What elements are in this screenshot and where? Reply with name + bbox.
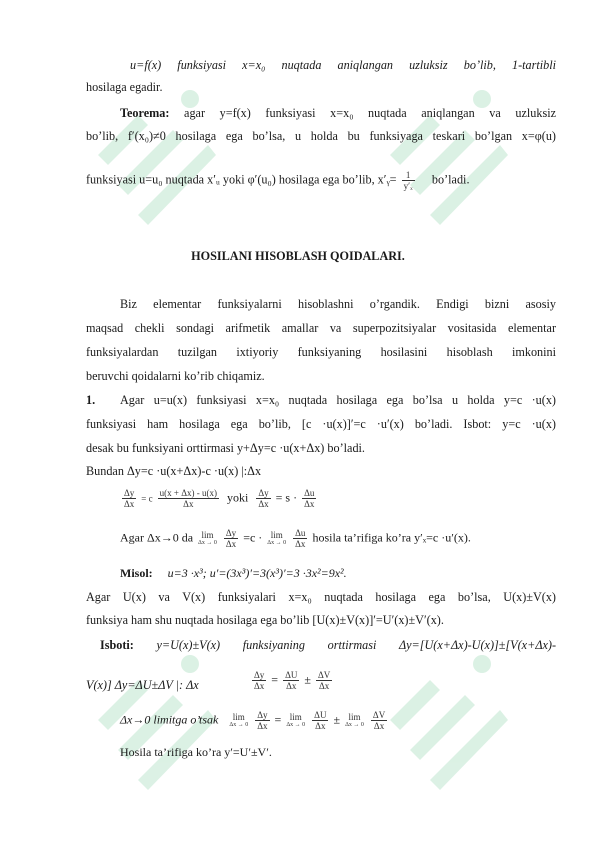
inverse-derivative-fraction: $\frac{1}{\text{y′ₓ}}$ [403,170,413,191]
rule1-line-2: funksiyasi ham hosilaga ega bo’lib, [c ·u(x)]′=c ·u′(x) bo’ladi. Isbot: y=c ·u(x) [86,417,556,431]
theorem-line-3: funksiyasi u=u₀ nuqtada x′ᵤ yoki φ′(u₀) hosilaga ega bo’lib, x′ᵧ= $\frac{1}{\text{y′ₓ}}$ bo’ladi. [86,170,470,191]
rule1-line-4: Bundan Δy=c ·u(x+Δx)-c ·u(x) |:Δx [86,464,262,478]
section-heading: HOSILANI HISOBLASH QOIDALARI. [191,249,405,263]
intro-line-4: beruvchi qoidalarni ko’rib chiqamiz. [86,369,265,383]
rule1-limit-line: Agar Δx→0 da lim Δx → 0 $\frac{\Delta y}{\Delta x}$ =c · lim Δx → 0 $\frac{\Delta u}{\Delta x}$ hosila ta’rifiga ko’ra y′ₓ=c ·u′(x). [120,528,471,549]
p1-line-2: hosilaga egadir. [86,80,163,94]
intro-line-3: funksiyalardan tuzilgan ixtiyoriy funksiyaning hosilasini hisoblash imkonini [86,345,556,359]
rule1-line-3: desak bu funksiyani orttirmasi y+Δy=c ·u(x+Δx) bo’ladi. [86,441,365,455]
rule1-example: Misol: u=3 ·x³; u′=(3x³)′=3(x³)′=3 ·3x²=9x². [120,566,347,580]
rule2-line-1: Agar U(x) va V(x) funksiyalari x=x₀ nuqtada hosilaga ega bo’lsa, U(x)±V(x) [86,590,556,604]
rule2-line-2: funksiya ham shu nuqtada hosilaga ega bo’lib [U(x)±V(x)]′=U′(x)±V′(x). [86,613,444,627]
intro-line-1: Biz elementar funksiyalarni hisoblashni o’rgandik. Endigi bizni asosiy [120,297,556,311]
proof-label: Isboti: [100,638,134,652]
rule-number-1: 1. [86,393,96,407]
intro-line-2: maqsad chekli sondagi arifmetik amallar va superpozitsiyalar vositasida elementar [86,321,556,335]
p1-line-1: u=f(x) funksiyasi x=x₀ nuqtada aniqlangan uzluksiz bo’lib, 1-tartibli [130,58,556,72]
rule2-conclusion: Hosila ta’rifiga ko’ra y′=U′±V′. [120,745,272,759]
theorem-label: Teorema: [120,106,170,120]
theorem-line-2: bo’lib, f′(x₀)≠0 hosilaga ega bo’lsa, u holda bu funksiyaga teskari bo’lgan x=φ(u) [86,129,556,143]
theorem-line-1: Teorema: agar y=f(x) funksiyasi x=x₀ nuqtada aniqlangan va uzluksiz [120,106,557,120]
rule2-line-3: Isboti: y=U(x)±V(x) funksiyaning orttirmasi Δy=[U(x+Δx)-U(x)]±[V(x+Δx)- [100,638,556,652]
rule2-quotient-formula: $\frac{\Delta y}{\Delta x}$ = $\frac{\Delta U}{\Delta x}$ ± $\frac{\Delta V}{\Delta x}$ [254,670,331,691]
rule2-line-4: V(x)] Δy=ΔU±ΔV |: Δx [86,678,199,692]
rule1-difference-quotient: $\frac{\Delta y}{\Delta x}$ = c $\frac{u(x + \Delta x) - u(x)}{\Delta x}$ yoki $\frac{\Delta y}{\Delta x}$ = s · $\frac{\Delta u}{\Delta x}$ [124,488,315,509]
example-label: Misol: [120,566,153,580]
rule2-limit-line: Δx→0 limitga o’tsak lim Δx → 0 $\frac{\Delta y}{\Delta x}$ = lim Δx → 0 $\frac{\Delta U}{\Delta x}$ ± lim Δx → 0 $\frac{\Delta V}{\Delta x}$ [120,710,386,731]
rule1-line-1: 1. Agar u=u(x) funksiyasi x=x₀ nuqtada hosilaga ega bo’lsa u holda y=c ·u(x) [86,393,556,407]
